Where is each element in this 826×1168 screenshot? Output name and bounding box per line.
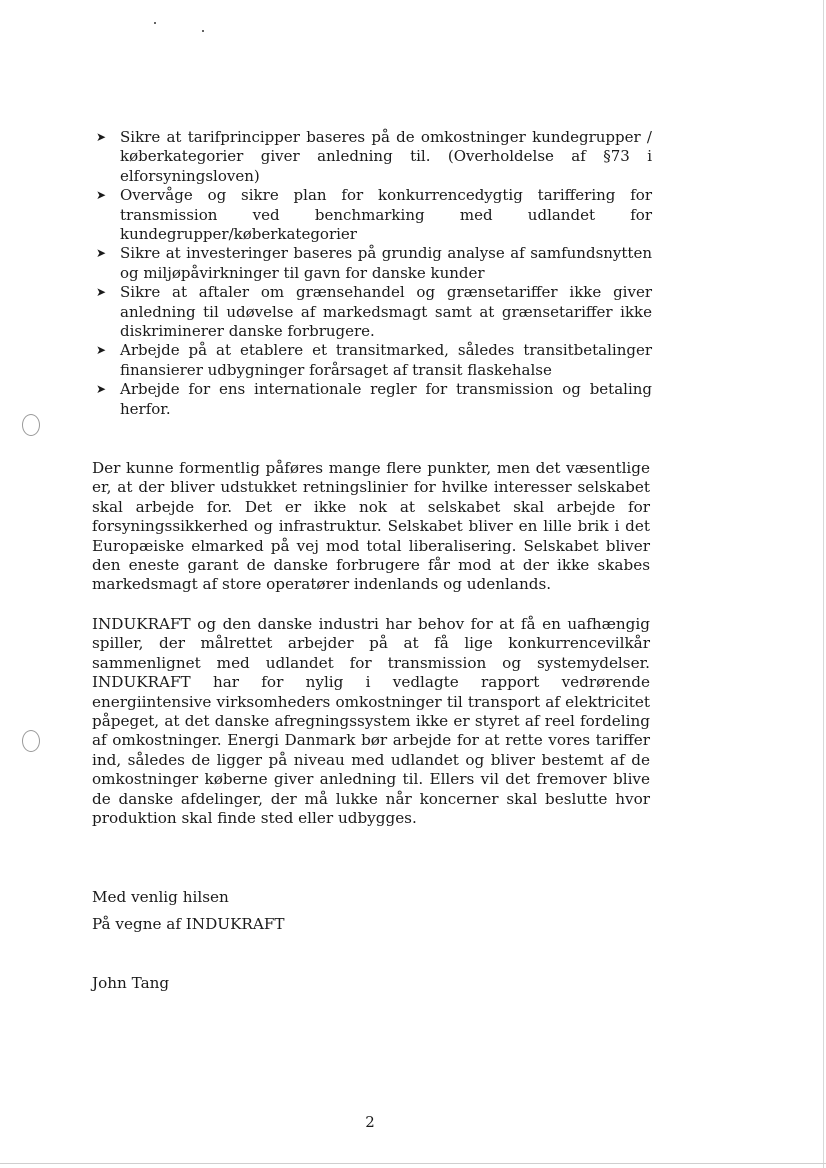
body-paragraph-1: Der kunne formentlig påføres mange flere punkter, men det væsentlige er, at der bliver udstukket retningslinier for hvilke interesser selskabet skal arbejde for. Det er ikke nok at selskabet skal arbejde for forsyningssikkerhed og infrastruktur. Selskabet bliver en lille brik i det Europæiske elmarked på vej mod total liberalisering. Selskabet bliver den eneste garant de danske forbrugere får mod at der ikke skabes markedsmagt af store operatører indenlands og udenlands.: [92, 459, 650, 594]
scan-speck: [154, 22, 156, 24]
arrowhead-bullet-icon: ➤: [96, 382, 107, 397]
body-paragraph-2: INDUKRAFT og den danske industri har behov for at få en uafhængig spiller, der målrettet arbejder på at få lige konkurrencevilkår sammenlignet med udlandet for transmission og systemydelser. INDUKRAFT har for nylig i vedlagte rapport vedrørende energiintensive virksomheders omkostninger til transport af elektricitet påpeget, at det danske afregningssystem ikke er styret af reel fordeling af omkostninger. Energi Danmark bør arbejde for at rette vores tariffer ind, således de ligger på niveau med udlandet og bliver bestemt af de omkostninger køberne giver anledning til. Ellers vil det fremover blive de danske afdelinger, der må lukke når koncerner skal beslutte hvor produktion skal finde sted eller udbygges.: [92, 615, 650, 828]
arrowhead-bullet-icon: ➤: [96, 246, 107, 261]
arrowhead-bullet-icon: ➤: [96, 343, 107, 358]
list-item: ➤ Sikre at tarifprincipper baseres på de omkostninger kundegrupper / køberkategorier giver anledning til. (Overholdelse af §73 i elforsyningsloven): [96, 128, 652, 185]
page-number: 2: [365, 1113, 375, 1131]
arrowhead-bullet-icon: ➤: [96, 188, 107, 203]
list-item: ➤ Sikre at investeringer baseres på grundig analyse af samfundsnytten og miljøpåvirkninger til gavn for danske kunder: [96, 244, 652, 282]
bullet-list: [96, 128, 652, 419]
punch-hole-icon: [22, 414, 40, 436]
punch-hole-icon: [22, 730, 40, 752]
scan-edge-right: [823, 0, 824, 1168]
scan-edge-bottom: [0, 1163, 826, 1164]
arrowhead-bullet-icon: ➤: [96, 285, 107, 300]
list-item: ➤ Sikre at aftaler om grænsehandel og grænsetariffer ikke giver anledning til udøvelse af markedsmagt samt at grænsetariffer ikke diskriminerer danske forbrugere.: [96, 283, 652, 341]
signatory-name: John Tang: [92, 974, 170, 992]
closing-on-behalf: På vegne af INDUKRAFT: [92, 915, 285, 933]
list-item: ➤ Arbejde for ens internationale regler for transmission og betaling herfor.: [96, 380, 652, 418]
closing-greeting: Med venlig hilsen: [92, 888, 229, 906]
scan-speck: [202, 30, 204, 32]
list-item: ➤ Overvåge og sikre plan for konkurrencedygtig tariffering for transmission ved benchmarking med udlandet for kundegrupper/køberkategorier: [96, 186, 652, 244]
arrowhead-bullet-icon: ➤: [96, 130, 107, 144]
list-item: ➤ Arbejde på at etablere et transitmarked, således transitbetalinger finansierer udbygninger forårsaget af transit flaskehalse: [96, 341, 652, 379]
